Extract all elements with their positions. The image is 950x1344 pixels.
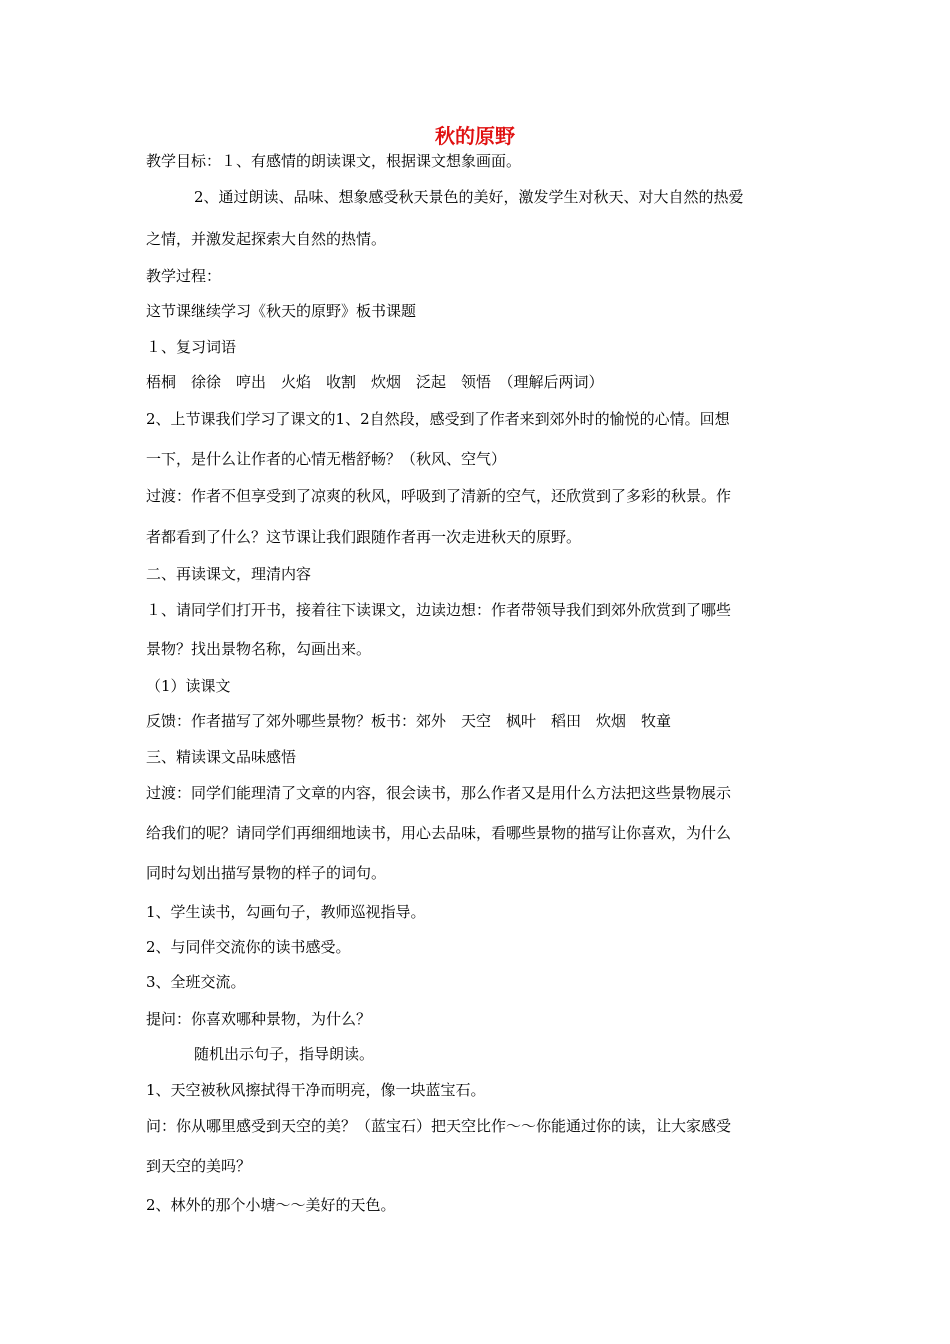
- paragraph-line: 一下，是什么让作者的心情无楷舒畅？（秋风、空气）: [146, 450, 507, 468]
- section-heading-2: 二、再读课文，理清内容: [146, 565, 312, 583]
- process-heading: 教学过程：: [146, 267, 222, 285]
- paragraph-line: 者都看到了什么？这节课让我们跟随作者再一次走进秋天的原野。: [146, 528, 582, 546]
- paragraph-line: 反馈：作者描写了郊外哪些景物？板书：郊外 天空 枫叶 稻田 炊烟 牧童: [146, 712, 672, 730]
- paragraph-line: 2、与同伴交流你的读书感受。: [146, 938, 351, 956]
- objective-line-3: 之情，并激发起探索大自然的热情。: [146, 230, 387, 248]
- paragraph-line: 2、林外的那个小塘～～美好的天色。: [146, 1196, 396, 1214]
- paragraph-line: 同时勾划出描写景物的样子的词句。: [146, 864, 387, 882]
- paragraph-line: 1、天空被秋风擦拭得干净而明亮，像一块蓝宝石。: [146, 1081, 486, 1099]
- paragraph-line: 问：你从哪里感受到天空的美？（蓝宝石）把天空比作～～你能通过你的读，让大家感受: [146, 1117, 732, 1135]
- vocabulary-line: 梧桐 徐徐 哼出 火焰 收割 炊烟 泛起 领悟 （理解后两词）: [146, 373, 604, 391]
- paragraph-line: 这节课继续学习《秋天的原野》板书课题: [146, 302, 417, 320]
- objective-line-1: 教学目标：１、有感情的朗读课文，根据课文想象画面。: [146, 152, 522, 170]
- paragraph-line: 到天空的美吗？: [146, 1157, 252, 1175]
- section-heading-3: 三、精读课文品味感悟: [146, 748, 297, 766]
- paragraph-line: 过渡：作者不但享受到了凉爽的秋风，呼吸到了清新的空气，还欣赏到了多彩的秋景。作: [146, 487, 732, 505]
- document-title: 秋的原野: [435, 124, 515, 148]
- paragraph-line: 提问：你喜欢哪种景物，为什么？: [146, 1010, 372, 1028]
- objective-line-2: 2、通过朗读、品味、想象感受秋天景色的美好，激发学生对秋天、对大自然的热爱: [194, 188, 744, 206]
- paragraph-line: 景物？找出景物名称，勾画出来。: [146, 640, 372, 658]
- paragraph-line: 给我们的呢？请同学们再细细地读书，用心去品味，看哪些景物的描写让你喜欢，为什么: [146, 824, 732, 842]
- paragraph-line: 2、上节课我们学习了课文的1、2自然段，感受到了作者来到郊外时的愉悦的心情。回想: [146, 410, 730, 428]
- paragraph-line: 过渡：同学们能理清了文章的内容，很会读书，那么作者又是用什么方法把这些景物展示: [146, 784, 732, 802]
- paragraph-line: （1）读课文: [146, 677, 231, 695]
- paragraph-line: 随机出示句子，指导朗读。: [194, 1045, 375, 1063]
- paragraph-line: 3、全班交流。: [146, 973, 246, 991]
- paragraph-line: １、请同学们打开书，接着往下读课文，边读边想：作者带领导我们到郊外欣赏到了哪些: [146, 601, 732, 619]
- review-heading: １、复习词语: [146, 338, 237, 356]
- paragraph-line: 1、学生读书，勾画句子，教师巡视指导。: [146, 903, 426, 921]
